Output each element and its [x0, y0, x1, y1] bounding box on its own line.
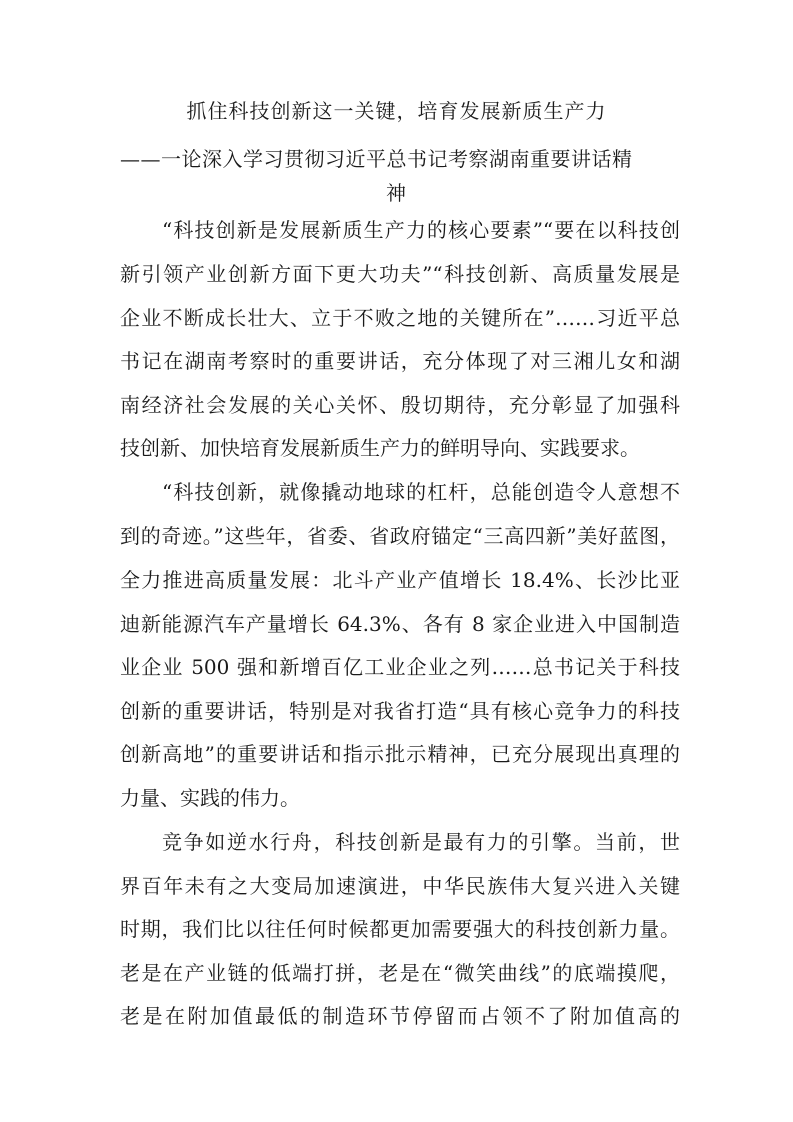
body-line: 老是在产业链的低端打拼，老是在“微笑曲线”的底端摸爬，	[120, 961, 680, 985]
body-line: 书记在湖南考察时的重要讲话，充分体现了对三湘儿女和湖	[120, 349, 680, 373]
body-line: “科技创新是发展新质生产力的核心要素”“要在以科技创	[162, 218, 680, 242]
body-line: 业企业 500 强和新增百亿工业企业之列……总书记关于科技	[120, 655, 680, 679]
body-line: 迪新能源汽车产量增长 64.3%、各有 8 家企业进入中国制造	[120, 612, 680, 636]
body-line: 创新高地”的重要讲话和指示批示精神，已充分展现出真理的	[120, 742, 680, 766]
body-line: 时期，我们比以往任何时候都更加需要强大的科技创新力量。	[120, 917, 680, 941]
body-line: 技创新、加快培育发展新质生产力的鲜明导向、实践要求。	[120, 436, 640, 460]
document-subtitle-line-2: 神	[386, 181, 407, 205]
document-subtitle-line-1: ——一论深入学习贯彻习近平总书记考察湖南重要讲话精	[120, 147, 633, 171]
body-line: “科技创新，就像撬动地球的杠杆，总能创造令人意想不	[162, 480, 680, 504]
document-title: 抓住科技创新这一关键，培育发展新质生产力	[186, 99, 607, 123]
body-line: 全力推进高质量发展：北斗产业产值增长 18.4%、长沙比亚	[120, 568, 680, 592]
body-line: 南经济社会发展的关心关怀、殷切期待，充分彰显了加强科	[120, 393, 680, 417]
body-line: 力量、实践的伟力。	[120, 786, 300, 810]
body-line: 到的奇迹。”这些年，省委、省政府锚定“三高四新”美好蓝图，	[120, 524, 680, 548]
body-line: 新引领产业创新方面下更大功夫”“科技创新、高质量发展是	[120, 262, 680, 286]
body-line: 创新的重要讲话，特别是对我省打造“具有核心竞争力的科技	[120, 699, 680, 723]
body-line: 老是在附加值最低的制造环节停留而占领不了附加值高的	[120, 1004, 680, 1028]
body-line: 企业不断成长壮大、立于不败之地的关键所在”……习近平总	[120, 306, 680, 330]
body-line: 界百年未有之大变局加速演进，中华民族伟大复兴进入关键	[120, 874, 680, 898]
body-line: 竞争如逆水行舟，科技创新是最有力的引擎。当前，世	[162, 830, 680, 854]
